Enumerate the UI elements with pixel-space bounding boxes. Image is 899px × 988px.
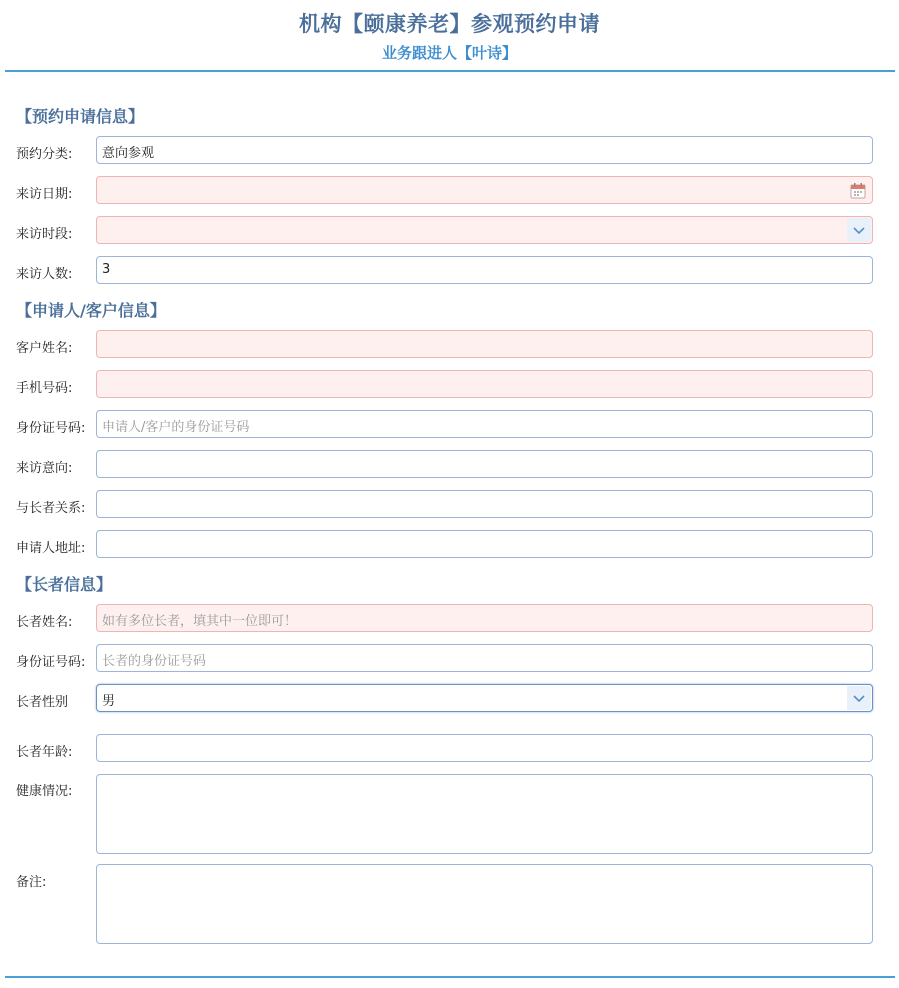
page-header bbox=[0, 0, 899, 72]
section-title-appointment: 【预约申请信息】 bbox=[16, 107, 145, 126]
address-label: 申请人地址: bbox=[16, 541, 86, 556]
customer-name-label: 客户姓名: bbox=[16, 341, 73, 356]
section-title-applicant: 【申请人/客户信息】 bbox=[16, 301, 166, 320]
health-textarea[interactable] bbox=[96, 774, 873, 854]
visitors-value: 3 bbox=[102, 262, 111, 277]
elder-name-field[interactable] bbox=[96, 604, 873, 632]
visitors-field[interactable] bbox=[96, 256, 873, 284]
elder-idcard-placeholder: 长者的身份证号码 bbox=[102, 654, 207, 669]
page-title: 机构【颐康养老】参观预约申请 bbox=[299, 12, 600, 36]
relation-field[interactable] bbox=[96, 490, 873, 518]
applicant-idcard-placeholder: 申请人/客户的身份证号码 bbox=[102, 420, 250, 435]
bottom-divider bbox=[5, 976, 895, 978]
elder-name-placeholder: 如有多位长者，填其中一位即可！ bbox=[102, 614, 298, 629]
customer-name-field[interactable] bbox=[96, 330, 873, 358]
visit-intent-field[interactable] bbox=[96, 450, 873, 478]
chevron-down-icon[interactable] bbox=[847, 686, 871, 710]
remark-label: 备注: bbox=[16, 875, 47, 890]
chevron-down-icon[interactable] bbox=[847, 218, 871, 242]
applicant-idcard-label: 身份证号码: bbox=[16, 421, 86, 436]
top-divider bbox=[5, 70, 895, 72]
elder-age-field[interactable] bbox=[96, 734, 873, 762]
visit-date-field[interactable] bbox=[96, 176, 873, 204]
category-value: 意向参观 bbox=[102, 146, 155, 161]
address-field[interactable] bbox=[96, 530, 873, 558]
visit-date-label: 来访日期: bbox=[16, 187, 73, 202]
category-field[interactable] bbox=[96, 136, 873, 164]
page-subtitle: 业务跟进人【叶诗】 bbox=[381, 44, 517, 62]
elder-gender-value: 男 bbox=[102, 694, 116, 709]
elder-idcard-field[interactable] bbox=[96, 644, 873, 672]
time-slot-label: 来访时段: bbox=[16, 227, 73, 242]
calendar-icon[interactable] bbox=[847, 180, 869, 202]
elder-gender-label: 长者性别 bbox=[16, 695, 69, 710]
time-slot-select[interactable] bbox=[96, 216, 873, 244]
visitors-label: 来访人数: bbox=[16, 267, 73, 282]
remark-textarea[interactable] bbox=[96, 864, 873, 944]
phone-label: 手机号码: bbox=[16, 381, 73, 396]
phone-field[interactable] bbox=[96, 370, 873, 398]
elder-age-label: 长者年龄: bbox=[16, 745, 73, 760]
elder-gender-select[interactable] bbox=[96, 684, 873, 712]
applicant-idcard-field[interactable] bbox=[96, 410, 873, 438]
visit-intent-label: 来访意向: bbox=[16, 461, 73, 476]
elder-name-label: 长者姓名: bbox=[16, 615, 73, 630]
elder-idcard-label: 身份证号码: bbox=[16, 655, 86, 670]
section-title-elder: 【长者信息】 bbox=[16, 575, 113, 594]
health-label: 健康情况: bbox=[16, 784, 73, 799]
category-label: 预约分类: bbox=[16, 147, 73, 162]
relation-label: 与长者关系: bbox=[16, 501, 86, 516]
